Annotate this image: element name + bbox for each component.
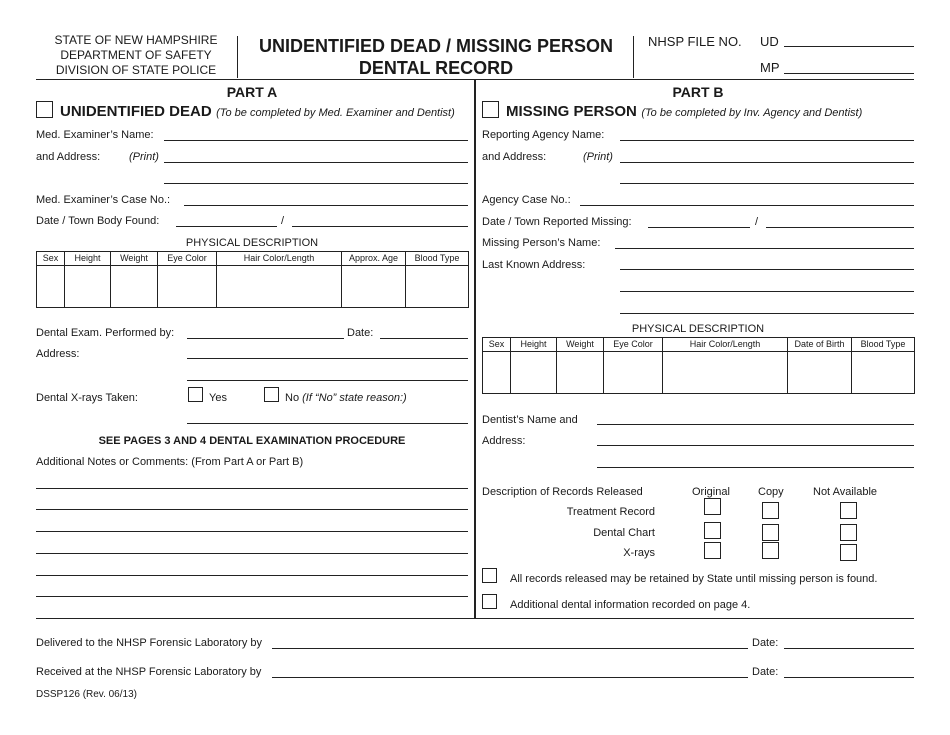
- part-a-title-note: (To be completed by Med. Examiner and Dentist): [216, 107, 455, 119]
- col-header: Hair Color/Length: [217, 252, 342, 266]
- file-no-label: NHSP FILE NO.: [648, 34, 742, 49]
- me-address-field-1[interactable]: [164, 162, 468, 163]
- part-a-heading: PART A: [226, 84, 278, 100]
- col-not-available: Not Available: [813, 486, 878, 498]
- delivered-by-field[interactable]: [272, 648, 748, 649]
- treatment-original-checkbox[interactable]: [704, 498, 721, 515]
- treatment-copy-checkbox[interactable]: [762, 502, 779, 519]
- last-known-address-label: Last Known Address:: [482, 259, 586, 271]
- town-found-field[interactable]: [292, 226, 468, 227]
- weight-cell[interactable]: [557, 352, 604, 394]
- hair-color-cell[interactable]: [663, 352, 788, 394]
- dentist-name-label: Dentist’s Name and: [482, 414, 578, 426]
- agency-line-3: DIVISION OF STATE POLICE: [55, 63, 217, 77]
- sex-cell[interactable]: [37, 266, 65, 308]
- physical-description-title-a: PHYSICAL DESCRIPTION: [185, 237, 319, 249]
- agency-print-label: (Print): [583, 151, 613, 163]
- footer-top-rule: [36, 618, 914, 619]
- chart-copy-checkbox[interactable]: [762, 524, 779, 541]
- part-b-heading: PART B: [672, 84, 724, 100]
- physical-description-table-a: [36, 251, 469, 308]
- examiner-address-field-1[interactable]: [187, 358, 468, 359]
- xrays-copy-checkbox[interactable]: [762, 542, 779, 559]
- date-town-missing-label: Date / Town Reported Missing:: [482, 216, 632, 228]
- col-header: Height: [65, 252, 111, 266]
- examiner-address-field-2[interactable]: [187, 380, 468, 381]
- center-divider: [474, 80, 476, 618]
- date-missing-field[interactable]: [648, 227, 750, 228]
- weight-cell[interactable]: [111, 266, 158, 308]
- agency-line-2: DEPARTMENT OF SAFETY: [60, 48, 212, 62]
- eye-color-cell[interactable]: [158, 266, 217, 308]
- col-header: Eye Color: [604, 338, 663, 352]
- me-print-label: (Print): [129, 151, 159, 163]
- date-found-field[interactable]: [176, 226, 277, 227]
- physical-description-table-b: [482, 337, 915, 394]
- date-town-slash-a: /: [281, 215, 285, 227]
- col-header: Blood Type: [852, 338, 915, 352]
- col-original: Original: [692, 486, 730, 498]
- me-case-no-field[interactable]: [184, 205, 468, 206]
- agency-case-no-label: Agency Case No.:: [482, 194, 571, 206]
- last-known-address-field-1[interactable]: [620, 269, 914, 270]
- col-header: Approx. Age: [342, 252, 406, 266]
- reporting-agency-label: Reporting Agency Name:: [482, 129, 605, 141]
- delivered-label: Delivered to the NHSP Forensic Laboratory by: [36, 637, 263, 649]
- dentist-address-field-2[interactable]: [597, 467, 914, 468]
- part-b-title-row: [506, 103, 862, 121]
- dentist-address-label: Address:: [482, 435, 526, 447]
- xrays-no-checkbox[interactable]: [264, 387, 279, 402]
- notes-line[interactable]: [36, 488, 468, 489]
- notes-line[interactable]: [36, 509, 468, 510]
- xrays-yes-checkbox[interactable]: [188, 387, 203, 402]
- xrays-no-note: (If “No” state reason:): [302, 392, 407, 404]
- additional-info-text: Additional dental information recorded on page 4.: [510, 599, 751, 611]
- row-xrays: X-rays: [623, 547, 655, 559]
- notes-line[interactable]: [36, 575, 468, 576]
- missing-person-name-field[interactable]: [615, 248, 914, 249]
- part-b-title-note: (To be completed by Inv. Agency and Dentist): [641, 107, 863, 119]
- delivered-date-field[interactable]: [784, 648, 914, 649]
- notes-line[interactable]: [36, 596, 468, 597]
- date-town-slash-b: /: [755, 216, 759, 228]
- blood-type-cell[interactable]: [852, 352, 915, 394]
- date-town-found-label: Date / Town Body Found:: [36, 215, 160, 227]
- dental-exam-field[interactable]: [187, 338, 344, 339]
- examiner-address-label: Address:: [36, 348, 80, 360]
- mp-input-line[interactable]: [784, 73, 914, 74]
- page-title: [240, 35, 632, 79]
- col-header: Sex: [37, 252, 65, 266]
- xrays-not-available-checkbox[interactable]: [840, 544, 857, 561]
- form-id: DSSP126 (Rev. 06/13): [36, 689, 137, 700]
- header-divider-left: [237, 36, 238, 78]
- col-header: Blood Type: [406, 252, 469, 266]
- header-divider-right: [633, 36, 634, 78]
- additional-info-checkbox[interactable]: [482, 594, 497, 609]
- agency-block: [36, 33, 236, 78]
- me-address-label: and Address:: [36, 151, 101, 163]
- last-known-address-field-3[interactable]: [620, 313, 914, 314]
- date-of-birth-cell[interactable]: [788, 352, 852, 394]
- missing-person-checkbox[interactable]: [482, 101, 499, 118]
- col-header: Height: [511, 338, 557, 352]
- records-released-label: Description of Records Released: [482, 486, 643, 498]
- part-b-title: MISSING PERSON: [506, 103, 637, 120]
- xrays-yes-label: Yes: [209, 392, 227, 404]
- mp-label: MP: [760, 60, 780, 75]
- xrays-no-row: [285, 392, 407, 404]
- notes-line[interactable]: [36, 553, 468, 554]
- delivered-date-label: Date:: [752, 637, 779, 649]
- col-copy: Copy: [758, 486, 784, 498]
- see-pages-note: SEE PAGES 3 AND 4 DENTAL EXAMINATION PROCEDURE: [98, 435, 406, 447]
- hair-color-cell[interactable]: [217, 266, 342, 308]
- agency-line-1: STATE OF NEW HAMPSHIRE: [54, 33, 218, 47]
- received-date-field[interactable]: [784, 677, 914, 678]
- reporting-agency-field[interactable]: [620, 140, 914, 141]
- xrays-original-checkbox[interactable]: [704, 542, 721, 559]
- received-label: Received at the NHSP Forensic Laboratory by: [36, 666, 262, 678]
- received-by-field[interactable]: [272, 677, 748, 678]
- me-name-field[interactable]: [164, 140, 468, 141]
- xrays-no-label: No: [285, 392, 300, 404]
- row-treatment-record: Treatment Record: [566, 506, 655, 518]
- part-a-title-row: [60, 103, 455, 121]
- part-a-title: UNIDENTIFIED DEAD: [60, 103, 212, 120]
- title-line-2: DENTAL RECORD: [358, 58, 514, 78]
- agency-address-field-2[interactable]: [620, 183, 914, 184]
- col-header: Weight: [111, 252, 158, 266]
- row-dental-chart: Dental Chart: [593, 527, 655, 539]
- treatment-not-available-checkbox[interactable]: [840, 502, 857, 519]
- xrays-reason-field[interactable]: [187, 423, 468, 424]
- retained-checkbox[interactable]: [482, 568, 497, 583]
- eye-color-cell[interactable]: [604, 352, 663, 394]
- town-missing-field[interactable]: [766, 227, 914, 228]
- dentist-name-field[interactable]: [597, 424, 914, 425]
- agency-case-no-field[interactable]: [580, 205, 914, 206]
- col-header: Hair Color/Length: [663, 338, 788, 352]
- missing-person-name-label: Missing Person’s Name:: [482, 237, 601, 249]
- col-header: Eye Color: [158, 252, 217, 266]
- agency-address-field-1[interactable]: [620, 162, 914, 163]
- notes-label: Additional Notes or Comments: (From Part A or Part B): [36, 456, 304, 468]
- last-known-address-field-2[interactable]: [620, 291, 914, 292]
- sex-cell[interactable]: [483, 352, 511, 394]
- height-cell[interactable]: [65, 266, 111, 308]
- xrays-taken-label: Dental X-rays Taken:: [36, 392, 138, 404]
- title-line-1: UNIDENTIFIED DEAD / MISSING PERSON: [258, 36, 614, 56]
- chart-original-checkbox[interactable]: [704, 522, 721, 539]
- dental-exam-date-label: Date:: [347, 327, 374, 339]
- ud-label: UD: [760, 34, 779, 49]
- unidentified-dead-checkbox[interactable]: [36, 101, 53, 118]
- me-case-no-label: Med. Examiner’s Case No.:: [36, 194, 171, 206]
- dental-exam-label: Dental Exam. Performed by:: [36, 327, 175, 339]
- dental-exam-date-field[interactable]: [380, 338, 468, 339]
- ud-input-line[interactable]: [784, 46, 914, 47]
- me-name-label: Med. Examiner’s Name:: [36, 129, 154, 141]
- me-address-field-2[interactable]: [164, 183, 468, 184]
- height-cell[interactable]: [511, 352, 557, 394]
- retained-text: All records released may be retained by State until missing person is found.: [510, 573, 878, 585]
- notes-line[interactable]: [36, 531, 468, 532]
- chart-not-available-checkbox[interactable]: [840, 524, 857, 541]
- col-header: Date of Birth: [788, 338, 852, 352]
- dentist-address-field-1[interactable]: [597, 445, 914, 446]
- agency-address-label: and Address:: [482, 151, 547, 163]
- col-header: Weight: [557, 338, 604, 352]
- blood-type-cell[interactable]: [406, 266, 469, 308]
- physical-description-title-b: PHYSICAL DESCRIPTION: [631, 323, 765, 335]
- approx-age-cell[interactable]: [342, 266, 406, 308]
- col-header: Sex: [483, 338, 511, 352]
- received-date-label: Date:: [752, 666, 779, 678]
